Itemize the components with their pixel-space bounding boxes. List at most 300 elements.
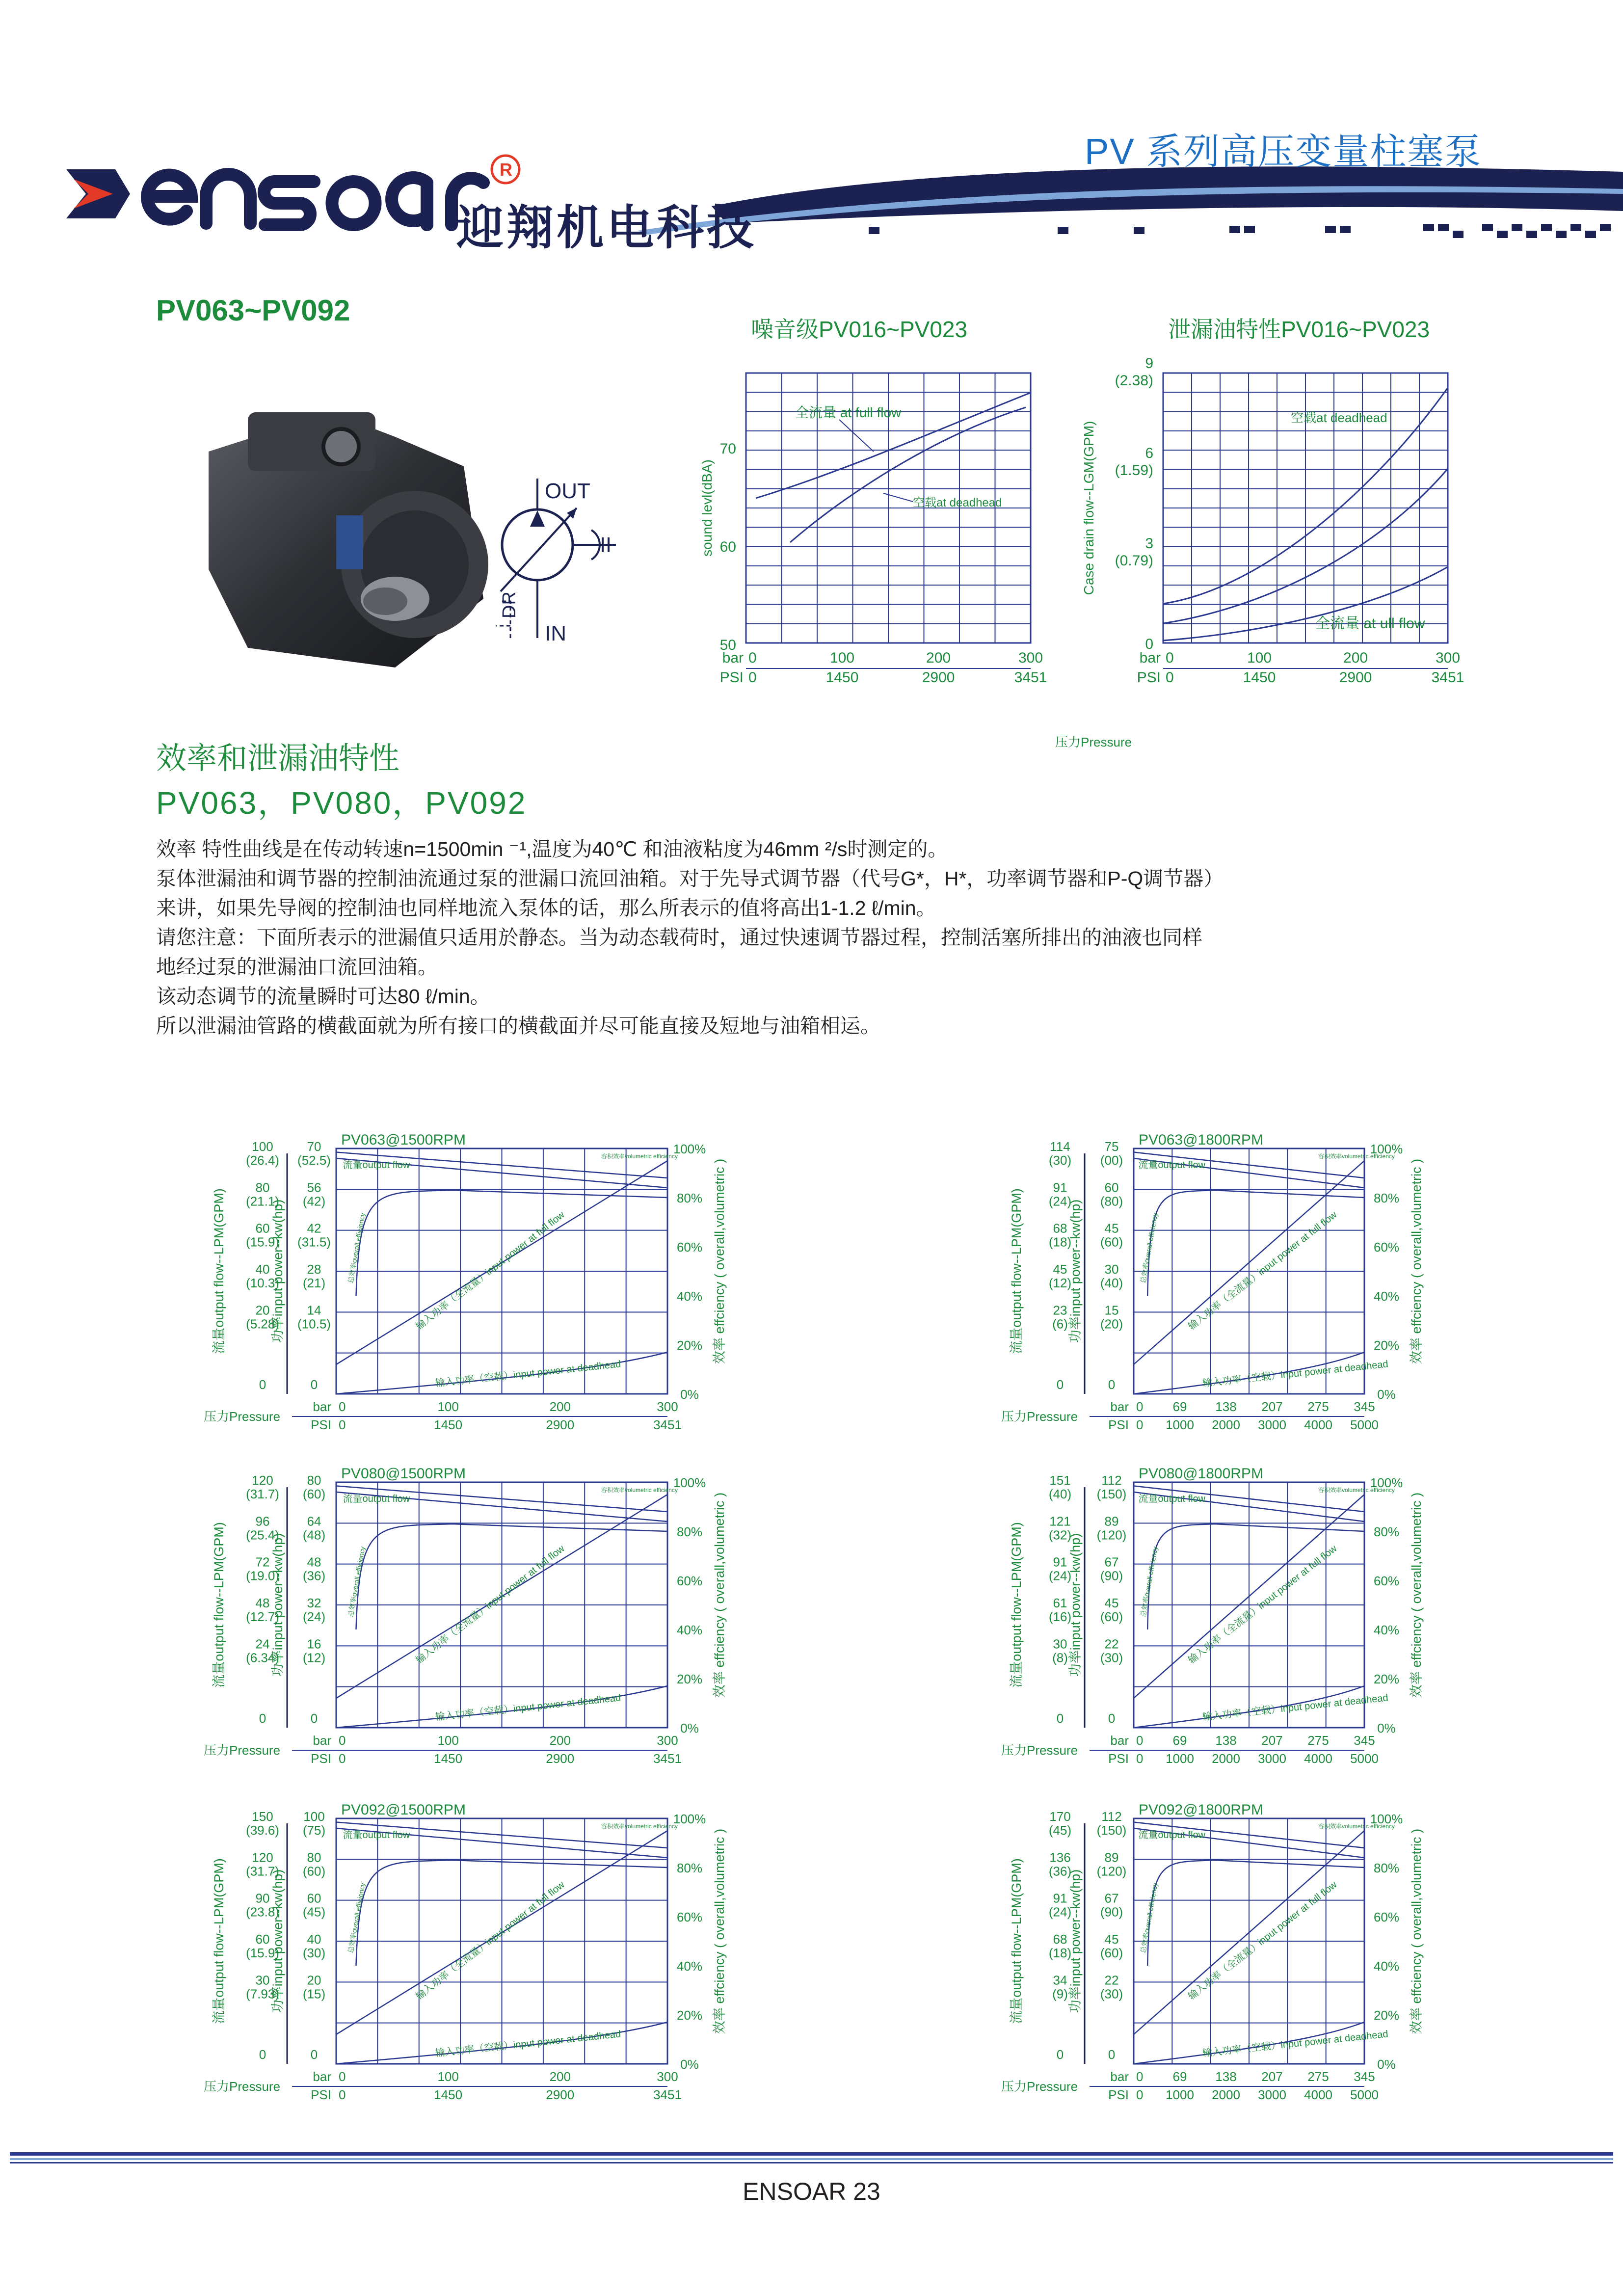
y1-tick-label: 0 (1056, 1377, 1064, 1392)
psi-tick-label: 4000 (1304, 1417, 1332, 1432)
psi-tick-label: 0 (1166, 669, 1174, 686)
y-tick-label: 70 (719, 441, 736, 457)
label-overall: 总效率overall efficiency (346, 1882, 367, 1954)
bar-tick-label: 300 (1435, 650, 1461, 666)
y2-tick-label: 0 (1108, 1711, 1116, 1726)
y1-tick-label: 24 (255, 1636, 270, 1652)
psi-tick-label: 1450 (434, 1751, 463, 1766)
r-tick-label: 100% (673, 1142, 706, 1156)
y1-tick-label: (15.9) (246, 1234, 279, 1250)
r-tick-label: 40% (1373, 1623, 1400, 1637)
psi-axis-label: PSI (1108, 2087, 1129, 2102)
pressure-label: 压力Pressure (204, 2079, 281, 2094)
paragraph-line: 所以泄漏油管路的横截面就为所有接口的横截面并尽可能直接及短地与油箱相运。 (156, 1015, 880, 1037)
label-input-full: 输入功率（全流量）input power at full flow (414, 1879, 567, 2002)
y1-tick-label: (16) (1048, 1609, 1072, 1624)
y1-tick-label: (40) (1048, 1487, 1072, 1501)
label-volumetric: 容积效率volumetric efficiency (1318, 1487, 1395, 1494)
y1-tick-label: (36) (1048, 1864, 1072, 1879)
y2-tick-label: 60 (307, 1891, 321, 1906)
r-tick-label: 60% (1373, 1910, 1400, 1924)
pressure-label: 压力Pressure (1001, 1409, 1078, 1424)
r-tick-label: 0% (1377, 2057, 1396, 2072)
y2-tick-label: 60 (1104, 1180, 1119, 1195)
psi-tick-label: 2900 (922, 669, 955, 686)
bar-tick-label: 207 (1261, 2069, 1283, 2084)
y2-tick-label: (10.5) (297, 1316, 331, 1332)
y1-tick-label: (26.4) (246, 1153, 279, 1168)
r-axis-label: 效率 effciency ( overall,volumetric ) (1409, 1158, 1424, 1364)
label-input-full: 输入功率（全流量）input power at full flow (1186, 1209, 1339, 1332)
y2-tick-label: (60) (302, 1864, 326, 1879)
brand-chinese-name: 迎翔机电科技 (456, 202, 757, 254)
bar-tick-label: 69 (1172, 1399, 1187, 1414)
bar-tick-label: 345 (1354, 1733, 1375, 1748)
perf-chart-pv063-1800 (962, 1126, 1463, 1450)
pressure-label: 压力Pressure (1001, 2079, 1078, 2094)
psi-tick-label: 3451 (653, 1417, 682, 1432)
y2-tick-label: (24) (302, 1609, 326, 1624)
y-tick-label: 3 (1145, 535, 1153, 552)
r-tick-label: 100% (1370, 1142, 1403, 1156)
bar-tick-label: 300 (1018, 650, 1043, 666)
label-overall: 总效率overall efficiency (1139, 1882, 1159, 1954)
pressure-label: 压力Pressure (1001, 1743, 1078, 1758)
y1-tick-label: (23.8) (246, 1904, 279, 1920)
psi-tick-label: 0 (1136, 1417, 1144, 1432)
bar-tick-label: 100 (437, 2069, 459, 2084)
y1-tick-label: (45) (1048, 1823, 1072, 1838)
bar-axis-label: bar (1139, 650, 1161, 666)
psi-tick-label: 2900 (1339, 669, 1372, 686)
label-input-full: 输入功率（全流量）input power at full flow (1186, 1879, 1339, 2002)
psi-tick-label: 0 (339, 2087, 346, 2102)
label-volumetric: 容积效率volumetric efficiency (1318, 1153, 1395, 1160)
y1-tick-label: 68 (1053, 1221, 1067, 1236)
bar-tick-label: 0 (1166, 650, 1174, 666)
bar-axis-label: bar (1110, 2069, 1129, 2084)
y2-tick-label: 89 (1104, 1514, 1119, 1529)
y2-tick-label: (15) (302, 1986, 326, 2002)
y2-axis-label: 功率input power--kw(hp) (1068, 1533, 1083, 1677)
y1-tick-label: 91 (1053, 1891, 1067, 1906)
r-tick-label: 60% (1373, 1240, 1400, 1255)
bar-axis-label: bar (313, 2069, 331, 2084)
y1-tick-label: 20 (255, 1303, 270, 1318)
y1-tick-label: 114 (1050, 1139, 1070, 1154)
chart-title: PV080@1500RPM (341, 1466, 466, 1482)
bar-tick-label: 275 (1307, 2069, 1329, 2084)
bar-tick-label: 138 (1215, 1733, 1237, 1748)
y2-tick-label: 0 (310, 2047, 318, 2062)
y2-tick-label: 32 (307, 1596, 321, 1610)
y1-tick-label: 30 (255, 1973, 270, 1988)
brand-logo-icon (66, 169, 130, 218)
r-tick-label: 20% (676, 2008, 703, 2023)
r-tick-label: 80% (1373, 1524, 1400, 1539)
symbol-in-label: IN (545, 621, 566, 645)
y1-tick-label: 151 (1049, 1473, 1071, 1488)
y-tick-label: 0 (1145, 636, 1153, 652)
bar-tick-label: 100 (830, 650, 855, 666)
bar-tick-label: 207 (1261, 1733, 1283, 1748)
y2-tick-label: (12) (302, 1650, 326, 1665)
bar-tick-label: 0 (1136, 2069, 1144, 2084)
label-full-flow: 全流量 at ull flow (1315, 615, 1425, 632)
bar-tick-label: 275 (1307, 1399, 1329, 1414)
y1-axis-label: 流量output flow--LPM(GPM) (212, 1858, 226, 2024)
bar-tick-label: 200 (926, 650, 951, 666)
y2-tick-label: (36) (302, 1568, 326, 1583)
bar-tick-label: 138 (1215, 2069, 1237, 2084)
psi-tick-label: 1450 (434, 1417, 463, 1432)
pressure-label: 压力Pressure (204, 1409, 281, 1424)
psi-tick-label: 1450 (1243, 669, 1276, 686)
y2-tick-label: (60) (1100, 1234, 1123, 1250)
y-tick-label: 50 (719, 637, 736, 653)
y1-tick-label: 45 (1053, 1262, 1067, 1277)
bar-tick-label: 200 (549, 1733, 571, 1748)
y1-tick-label: 91 (1053, 1180, 1067, 1195)
y1-tick-label: (25.4) (246, 1527, 279, 1543)
r-tick-label: 20% (1373, 2008, 1400, 2023)
label-flow: 流量output flow (1138, 1494, 1206, 1504)
y2-tick-label: 22 (1104, 1636, 1119, 1652)
label-input-dead: 输入功率（空载）input power at deadhead (1202, 1692, 1389, 1723)
psi-axis-label: PSI (1108, 1751, 1129, 1766)
section-heading: 效率和泄漏油特性 (156, 742, 400, 775)
y2-tick-label: 16 (307, 1636, 321, 1652)
y2-tick-label: (52.5) (297, 1153, 331, 1168)
psi-tick-label: 1000 (1166, 1751, 1194, 1766)
y1-tick-label: 40 (255, 1262, 270, 1277)
y1-tick-label: 30 (1053, 1636, 1067, 1652)
y1-tick-label: 60 (255, 1932, 270, 1947)
y2-tick-label: 48 (307, 1554, 321, 1570)
y2-tick-label: 100 (303, 1809, 325, 1824)
r-tick-label: 80% (676, 1524, 703, 1539)
curve-overall (356, 1524, 668, 1629)
paragraph-line: 效率 特性曲线是在传动转速n=1500min ⁻¹,温度为40℃ 和油液粘度为46mm ²/s时测定的。 (156, 838, 948, 860)
y1-tick-label: (15.9) (246, 1946, 279, 1960)
bar-tick-label: 200 (549, 2069, 571, 2084)
curve-overall (356, 1860, 668, 1966)
y2-tick-label: (40) (1100, 1276, 1123, 1290)
chart-title: PV080@1800RPM (1139, 1466, 1263, 1482)
y2-tick-label: (00) (1100, 1153, 1123, 1168)
r-tick-label: 0% (680, 2057, 699, 2072)
y1-tick-label: 80 (255, 1180, 270, 1195)
y2-tick-label: (60) (1100, 1946, 1123, 1960)
label-input-full: 输入功率（全流量）input power at full flow (414, 1209, 567, 1332)
psi-axis-label: PSI (311, 1751, 331, 1766)
psi-tick-label: 1450 (825, 669, 859, 686)
psi-tick-label: 2000 (1212, 1417, 1240, 1432)
bar-tick-label: 0 (1136, 1733, 1144, 1748)
label-volumetric: 容积效率volumetric efficiency (601, 1487, 678, 1494)
label-input-full: 输入功率（全流量）input power at full flow (414, 1543, 567, 1666)
label-flow: 流量output flow (343, 1160, 410, 1171)
bar-tick-label: 345 (1354, 2069, 1375, 2084)
r-tick-label: 20% (676, 1672, 703, 1686)
bar-tick-label: 0 (339, 1733, 346, 1748)
y1-tick-label: 48 (255, 1596, 270, 1610)
y1-axis-label: 流量output flow--LPM(GPM) (1009, 1522, 1024, 1688)
model-title: PV063~PV092 (156, 294, 350, 327)
label-deadhead: 空载at deadhead (913, 496, 1002, 509)
psi-tick-label: 2000 (1212, 1751, 1240, 1766)
y1-axis-label: 流量output flow--LPM(GPM) (212, 1188, 226, 1354)
psi-tick-label: 3000 (1258, 2087, 1286, 2102)
y1-tick-label: 0 (259, 1711, 266, 1726)
r-tick-label: 80% (676, 1861, 703, 1875)
y1-tick-label: 0 (259, 1377, 266, 1392)
section-subheading: PV063，PV080，PV092 (156, 785, 527, 821)
y-tick-label: (1.59) (1115, 462, 1153, 479)
y2-tick-label: 30 (1104, 1262, 1119, 1277)
noise-chart (682, 358, 1070, 712)
y1-tick-label: (9) (1052, 1986, 1068, 2002)
psi-tick-label: 0 (1136, 1751, 1144, 1766)
r-tick-label: 80% (1373, 1191, 1400, 1205)
y1-tick-label: 121 (1049, 1514, 1071, 1529)
r-axis-label: 效率 effciency ( overall,volumetric ) (712, 1828, 727, 2034)
chart-title: PV092@1500RPM (341, 1802, 466, 1818)
y-axis-label: Case drain flow--LGM(GPM) (1081, 421, 1096, 595)
y1-tick-label: (12) (1048, 1276, 1072, 1290)
perf-chart-pv063-1500 (182, 1126, 790, 1450)
paragraph-line: 来讲，如果先导阀的控制油也同样地流入泵体的话，那么所表示的值将高出1-1.2 ℓ/min。 (156, 897, 936, 919)
r-tick-label: 100% (673, 1475, 706, 1490)
bar-axis-label: bar (1110, 1399, 1129, 1414)
label-flow: 流量output flow (1138, 1160, 1206, 1171)
y2-tick-label: 56 (307, 1180, 321, 1195)
y2-tick-label: 45 (1104, 1596, 1119, 1610)
y2-tick-label: (45) (302, 1904, 326, 1920)
bar-tick-label: 69 (1172, 1733, 1187, 1748)
y2-tick-label: 45 (1104, 1221, 1119, 1236)
chart-title: PV063@1800RPM (1139, 1132, 1263, 1148)
y1-tick-label: 61 (1053, 1596, 1067, 1610)
y2-tick-label: (30) (1100, 1650, 1123, 1665)
curve-overall (356, 1190, 668, 1296)
y-tick-label: (0.79) (1115, 552, 1153, 569)
psi-tick-label: 5000 (1350, 1417, 1379, 1432)
y1-tick-label: (24) (1048, 1194, 1072, 1209)
y-axis-label: sound levl(dBA) (699, 459, 715, 557)
r-axis-label: 效率 effciency ( overall,volumetric ) (712, 1492, 727, 1698)
bar-tick-label: 0 (339, 1399, 346, 1414)
r-tick-label: 100% (1370, 1475, 1403, 1490)
psi-tick-label: 1000 (1166, 1417, 1194, 1432)
y2-tick-label: (90) (1100, 1568, 1123, 1583)
r-tick-label: 40% (676, 1289, 703, 1304)
y1-tick-label: (18) (1048, 1234, 1072, 1250)
y-tick-label: 60 (719, 538, 736, 555)
y2-tick-label: 80 (307, 1473, 321, 1488)
paragraph-line: 泵体泄漏油和调节器的控制油流通过泵的泄漏口流回油箱。对于先导式调节器（代号G*，H*，功率调节器和P-Q调节器） (156, 867, 1224, 890)
y2-axis-label: 功率input power--kw(hp) (1068, 1869, 1083, 2013)
y1-tick-label: 150 (252, 1809, 273, 1824)
r-tick-label: 20% (1373, 1338, 1400, 1353)
leader-line (839, 420, 874, 452)
y2-tick-label: (30) (302, 1946, 326, 1960)
y2-tick-label: 0 (310, 1377, 318, 1392)
r-tick-label: 40% (1373, 1959, 1400, 1974)
psi-tick-label: 2000 (1212, 2087, 1240, 2102)
y2-tick-label: 70 (307, 1139, 321, 1154)
label-flow: 流量output flow (1138, 1830, 1206, 1841)
bar-tick-label: 275 (1307, 1733, 1329, 1748)
label-volumetric: 容积效率volumetric efficiency (601, 1153, 678, 1160)
y1-tick-label: 90 (255, 1891, 270, 1906)
r-tick-label: 40% (1373, 1289, 1400, 1304)
y2-axis-label: 功率input power--kw(hp) (270, 1533, 285, 1677)
bar-tick-label: 100 (1247, 650, 1272, 666)
psi-tick-label: 0 (339, 1751, 346, 1766)
bar-tick-label: 200 (549, 1399, 571, 1414)
psi-axis-label: PSI (719, 669, 744, 686)
psi-tick-label: 2900 (546, 2087, 575, 2102)
y1-tick-label: (30) (1048, 1153, 1072, 1168)
psi-axis-label: PSI (311, 2087, 331, 2102)
y2-tick-label: 67 (1104, 1554, 1119, 1570)
label-input-dead: 输入功率（空载）input power at deadhead (1202, 2029, 1389, 2059)
r-tick-label: 0% (1377, 1721, 1396, 1735)
psi-tick-label: 0 (1136, 2087, 1144, 2102)
drain-chart (1080, 358, 1472, 712)
y-tick-label: (2.38) (1115, 373, 1153, 389)
y1-tick-label: (19.0) (246, 1568, 279, 1583)
y1-tick-label: (12.7) (246, 1609, 279, 1624)
psi-tick-label: 1450 (434, 2087, 463, 2102)
label-overall: 总效率overall efficiency (346, 1212, 367, 1284)
y2-tick-label: (60) (1100, 1609, 1123, 1624)
y1-tick-label: (21.1) (246, 1194, 279, 1209)
y2-tick-label: (150) (1096, 1487, 1127, 1501)
y2-tick-label: 112 (1101, 1809, 1122, 1824)
y2-tick-label: 0 (310, 1711, 318, 1726)
psi-tick-label: 0 (339, 1417, 346, 1432)
psi-tick-label: 3451 (653, 2087, 682, 2102)
y1-tick-label: 0 (1056, 1711, 1064, 1726)
r-tick-label: 20% (676, 1338, 703, 1353)
y2-tick-label: 89 (1104, 1850, 1119, 1865)
bar-tick-label: 300 (657, 1733, 678, 1748)
pump-photo-icon (189, 393, 503, 677)
paragraph-line: 请您注意：下面所表示的泄漏值只适用於静态。当为动态载荷时，通过快速调节器过程，控制活塞所排出的油液也同样 (156, 926, 1202, 949)
y1-tick-label: 23 (1053, 1303, 1067, 1318)
r-tick-label: 40% (676, 1959, 703, 1974)
r-tick-label: 0% (680, 1387, 699, 1402)
y2-tick-label: (120) (1096, 1527, 1127, 1543)
bar-tick-label: 0 (339, 2069, 346, 2084)
label-flow: 流量output flow (343, 1830, 410, 1841)
bar-tick-label: 207 (1261, 1399, 1283, 1414)
y1-tick-label: (31.7) (246, 1864, 279, 1879)
y2-tick-label: 45 (1104, 1932, 1119, 1947)
bar-tick-label: 100 (437, 1399, 459, 1414)
label-overall: 总效率overall efficiency (1139, 1212, 1159, 1284)
psi-tick-label: 3000 (1258, 1751, 1286, 1766)
r-tick-label: 60% (676, 1240, 703, 1255)
r-tick-label: 60% (676, 1574, 703, 1588)
y-tick-label: 9 (1145, 358, 1153, 372)
psi-tick-label: 1000 (1166, 2087, 1194, 2102)
noise-chart-title: 噪音级PV016~PV023 (751, 317, 968, 342)
r-tick-label: 0% (1377, 1387, 1396, 1402)
r-tick-label: 0% (680, 1721, 699, 1735)
psi-tick-label: 4000 (1304, 2087, 1332, 2102)
y2-tick-label: 75 (1104, 1139, 1119, 1154)
header-dot-pattern (869, 224, 1611, 238)
y1-tick-label: (6.34) (246, 1650, 279, 1665)
perf-chart-pv092-1800 (962, 1796, 1463, 2120)
y1-tick-label: (39.6) (246, 1823, 279, 1838)
bar-axis-label: bar (1110, 1733, 1129, 1748)
y2-tick-label: 0 (1108, 2047, 1116, 2062)
label-full-flow: 全流量 at full flow (795, 405, 902, 420)
y2-tick-label: 40 (307, 1932, 321, 1947)
chart-title: PV092@1800RPM (1139, 1802, 1263, 1818)
label-flow: 流量output flow (343, 1494, 410, 1504)
y2-tick-label: 28 (307, 1262, 321, 1277)
r-axis-label: 效率 effciency ( overall,volumetric ) (1409, 1828, 1424, 2034)
label-deadhead: 空载at deadhead (1291, 410, 1387, 425)
perf-chart-pv080-1500 (182, 1460, 790, 1784)
label-overall: 总效率overall efficiency (346, 1546, 367, 1618)
y1-tick-label: (32) (1048, 1527, 1072, 1543)
y2-tick-label: (150) (1096, 1823, 1127, 1838)
r-tick-label: 80% (1373, 1861, 1400, 1875)
y2-tick-label: (48) (302, 1527, 326, 1543)
psi-tick-label: 3451 (1014, 669, 1047, 686)
y1-tick-label: (31.7) (246, 1487, 279, 1501)
psi-axis-label: PSI (311, 1417, 331, 1432)
psi-tick-label: 0 (748, 669, 757, 686)
perf-chart-pv092-1500 (182, 1796, 790, 2120)
psi-tick-label: 3451 (653, 1751, 682, 1766)
r-tick-label: 100% (673, 1812, 706, 1826)
y2-tick-label: (31.5) (297, 1234, 331, 1250)
y1-tick-label: (18) (1048, 1946, 1072, 1960)
series-title: PV 系列高压变量柱塞泵 (1085, 131, 1482, 172)
y2-axis-label: 功率input power--kw(hp) (1068, 1199, 1083, 1343)
r-axis-label: 效率 effciency ( overall,volumetric ) (1409, 1492, 1424, 1698)
y2-tick-label: 64 (307, 1514, 321, 1529)
bar-tick-label: 0 (1136, 1399, 1144, 1414)
y1-axis-label: 流量output flow--LPM(GPM) (1009, 1188, 1024, 1354)
y1-tick-label: 120 (252, 1473, 273, 1488)
pressure-label: 压力Pressure (204, 1743, 281, 1758)
bar-tick-label: 0 (748, 650, 757, 666)
bar-tick-label: 300 (657, 2069, 678, 2084)
y2-tick-label: (120) (1096, 1864, 1127, 1879)
y2-tick-label: (75) (302, 1823, 326, 1838)
label-input-dead: 输入功率（空载）input power at deadhead (434, 2029, 622, 2059)
y2-tick-label: (30) (1100, 1986, 1123, 2002)
label-input-dead: 输入功率（空载）input power at deadhead (434, 1359, 622, 1389)
y2-tick-label: 14 (307, 1303, 321, 1318)
r-tick-label: 40% (676, 1623, 703, 1637)
y1-tick-label: (10.3) (246, 1276, 279, 1290)
y1-tick-label: 120 (252, 1850, 273, 1865)
pressure-note: 压力Pressure (1055, 735, 1132, 749)
y1-axis-label: 流量output flow--LPM(GPM) (1009, 1858, 1024, 2024)
bar-tick-label: 69 (1172, 2069, 1187, 2084)
y1-tick-label: 72 (255, 1554, 270, 1570)
y2-axis-label: 功率input power--kw(hp) (270, 1199, 285, 1343)
